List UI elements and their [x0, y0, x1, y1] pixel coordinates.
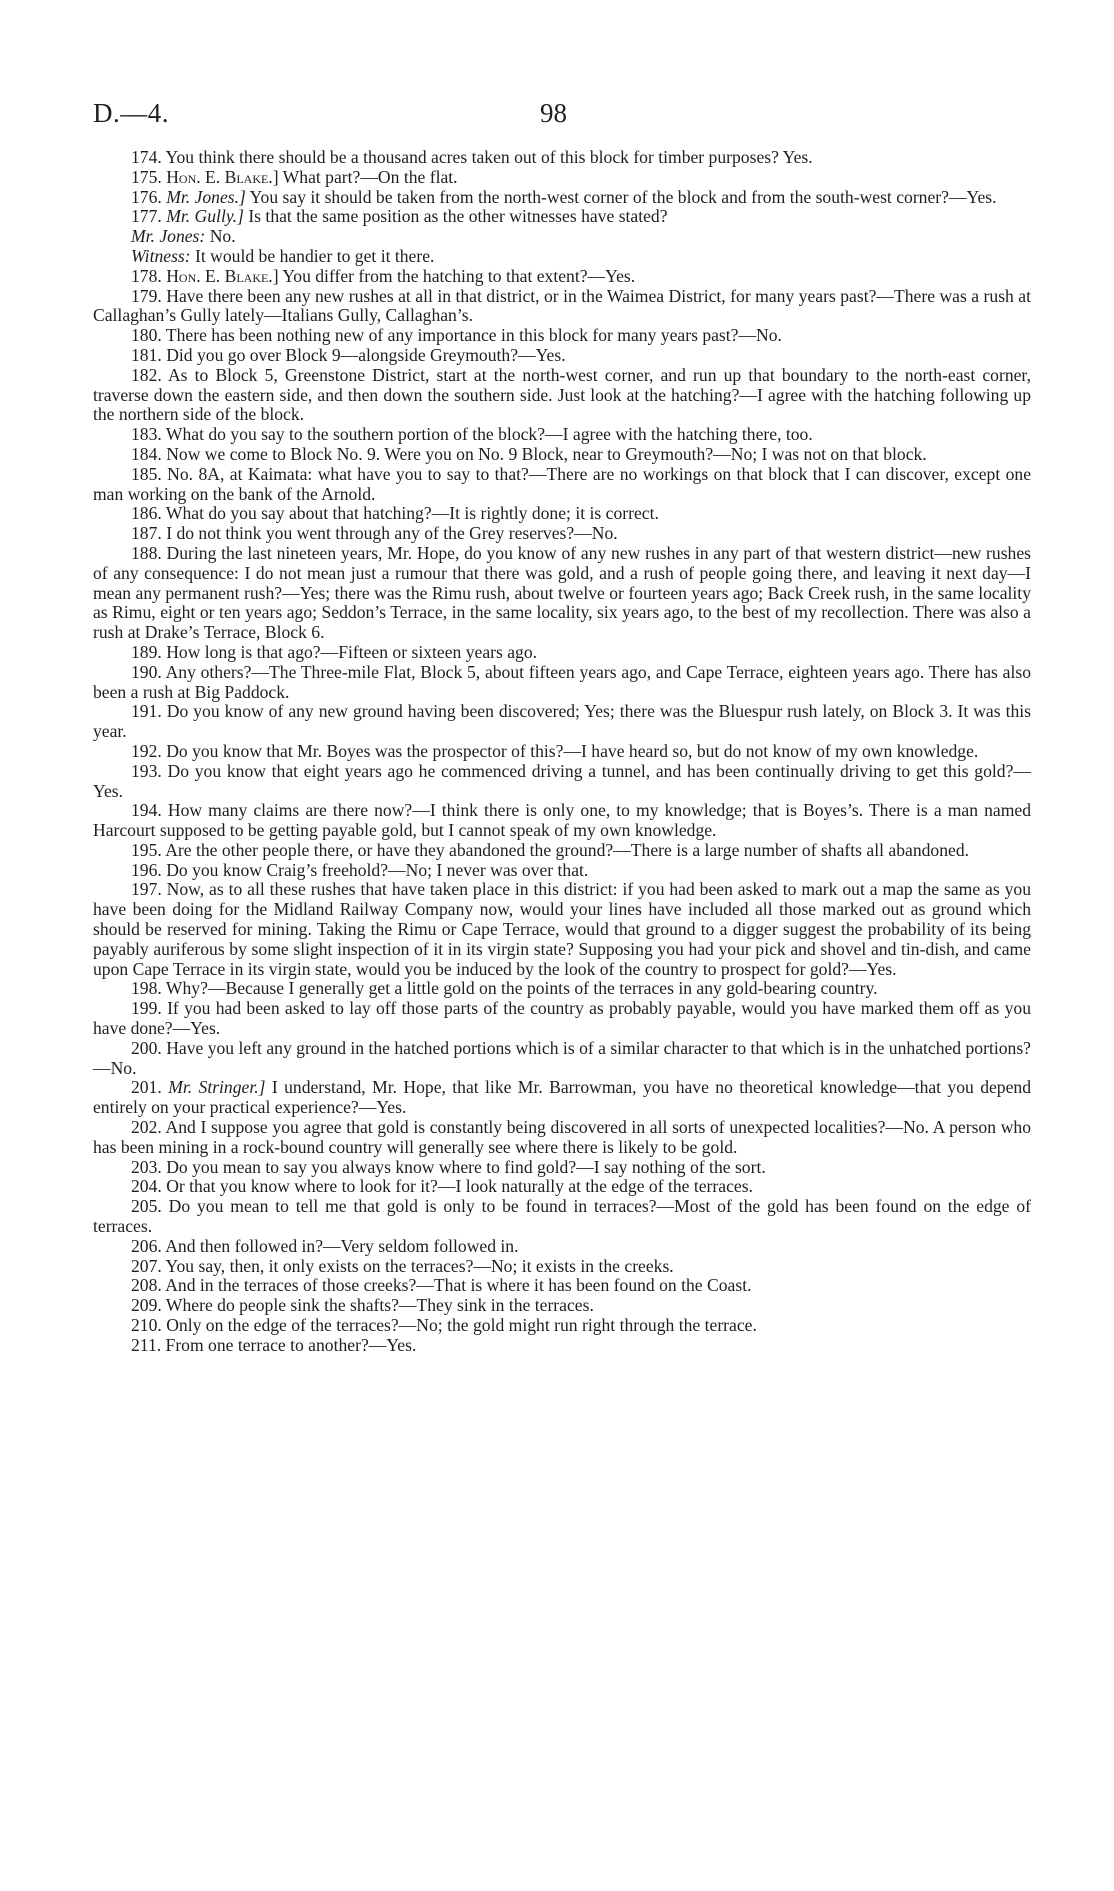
testimony-paragraph: [93, 188, 1031, 208]
paragraph-text: 195. Are the other people there, or have they abandoned the ground?—There is a large number of shafts all abandoned.: [131, 839, 970, 860]
testimony-paragraph: [93, 1316, 1031, 1336]
testimony-paragraph: [93, 267, 1031, 287]
testimony-paragraph: [93, 346, 1031, 366]
paragraph-text: 196. Do you know Craig’s freehold?—No; I never was over that.: [131, 859, 589, 880]
testimony-paragraph: [93, 445, 1031, 465]
paragraph-text: 182. As to Block 5, Greenstone District, start at the north-west corner, and run up that boundary to the north-east corner, traverse down the eastern side, and then down the southern side. Just look at the hatching?—I agree with the hatching following up the northern side of the block.: [93, 364, 1031, 425]
testimony-paragraph: [93, 643, 1031, 663]
testimony-paragraph: [93, 425, 1031, 445]
testimony-paragraph: [93, 504, 1031, 524]
question-number: 177.: [131, 206, 162, 227]
testimony-paragraph: [93, 880, 1031, 979]
testimony-paragraph: [93, 702, 1031, 742]
paragraph-text: 187. I do not think you went through any of the Grey reserves?—No.: [131, 523, 618, 544]
testimony-paragraph: [93, 1257, 1031, 1277]
testimony-paragraph: [93, 762, 1031, 802]
testimony-paragraph: [93, 1039, 1031, 1079]
testimony-paragraph: [93, 979, 1031, 999]
paragraph-text: 183. What do you say to the southern portion of the block?—I agree with the hatching there, too.: [131, 424, 813, 445]
testimony-paragraph: [93, 168, 1031, 188]
paragraph-text: 206. And then followed in?—Very seldom followed in.: [131, 1235, 519, 1256]
paragraph-text: 203. Do you mean to say you always know where to find gold?—I say nothing of the sort.: [131, 1156, 766, 1177]
page-number: 98: [540, 98, 567, 128]
paragraph-text: 198. Why?—Because I generally get a little gold on the points of the terraces in any gold-bearing country.: [131, 978, 878, 999]
testimony-paragraph: [93, 1237, 1031, 1257]
paragraph-text: 180. There has been nothing new of any importance in this block for many years past?—No.: [131, 325, 782, 346]
testimony-paragraph: [93, 1276, 1031, 1296]
paragraph-text: You differ from the hatching to that extent?—Yes.: [282, 265, 636, 286]
testimony-paragraph: [93, 1197, 1031, 1237]
speaker-name: Mr. Gully.]: [166, 206, 244, 227]
paragraph-text: 174. You think there should be a thousand acres taken out of this block for timber purposes? Yes.: [131, 147, 813, 167]
paragraph-text: You say it should be taken from the north-west corner of the block and from the south-west corner?—Yes.: [249, 186, 997, 207]
speaker-name: Mr. Jones.]: [166, 186, 246, 207]
paragraph-text: 204. Or that you know where to look for it?—I look naturally at the edge of the terraces.: [131, 1176, 753, 1197]
testimony-paragraph: [93, 544, 1031, 643]
paragraph-text: 210. Only on the edge of the terraces?—No; the gold might run right through the terrace.: [131, 1315, 757, 1336]
testimony-paragraph: [93, 207, 1031, 227]
paragraph-text: 193. Do you know that eight years ago he commenced driving a tunnel, and has been continually driving to get this gold?—Yes.: [93, 760, 1031, 801]
paragraph-text: 181. Did you go over Block 9—alongside Greymouth?—Yes.: [131, 344, 566, 365]
paragraph-text: 189. How long is that ago?—Fifteen or sixteen years ago.: [131, 641, 538, 662]
testimony-paragraph: [93, 227, 1031, 247]
speaker-name: Witness:: [131, 245, 191, 266]
paragraph-text: 208. And in the terraces of those creeks?—That is where it has been found on the Coast.: [131, 1275, 752, 1296]
paragraph-text: No.: [209, 226, 236, 247]
testimony-paragraph: [93, 1158, 1031, 1178]
paragraph-text: What part?—On the flat.: [282, 166, 458, 187]
paragraph-text: 191. Do you know of any new ground having been discovered; Yes; there was the Bluespur rush lately, on Block 3. It was this year.: [93, 701, 1031, 742]
speaker-name: Mr. Stringer.]: [168, 1077, 266, 1098]
paragraph-text: 207. You say, then, it only exists on the terraces?—No; it exists in the creeks.: [131, 1255, 674, 1276]
paragraph-text: 184. Now we come to Block No. 9. Were you on No. 9 Block, near to Greymouth?—No; I was not on that block.: [131, 443, 927, 464]
paragraph-text: 205. Do you mean to tell me that gold is only to be found in terraces?—Most of the gold has been found on the edge of terraces.: [93, 1196, 1031, 1237]
paragraph-text: 186. What do you say about that hatching?—It is rightly done; it is correct.: [131, 503, 659, 524]
question-number: 176.: [131, 186, 162, 207]
testimony-paragraph: [93, 326, 1031, 346]
paragraph-text: It would be handier to get it there.: [195, 245, 435, 266]
paragraph-text: 179. Have there been any new rushes at all in that district, or in the Waimea District, for many years past?—There was a rush at Callaghan’s Gully lately—Italians Gully, Callaghan’s.: [93, 285, 1031, 326]
speaker-name: Mr. Jones:: [131, 226, 206, 247]
testimony-paragraph: [93, 801, 1031, 841]
paragraph-text: 192. Do you know that Mr. Boyes was the prospector of this?—I have heard so, but do not know of my own knowledge.: [131, 740, 979, 761]
testimony-paragraph: [93, 861, 1031, 881]
testimony-paragraph: [93, 287, 1031, 327]
paragraph-text: 190. Any others?—The Three-mile Flat, Block 5, about fifteen years ago, and Cape Terrace, eighteen years ago. There has also been a rush at Big Paddock.: [93, 661, 1031, 702]
testimony-paragraph: [93, 742, 1031, 762]
paragraph-text: 199. If you had been asked to lay off those parts of the country as probably payable, would you have marked them off as you have done?—Yes.: [93, 998, 1031, 1039]
paragraph-text: 209. Where do people sink the shafts?—They sink in the terraces.: [131, 1295, 594, 1316]
testimony-paragraph: [93, 1177, 1031, 1197]
testimony-paragraph: [93, 999, 1031, 1039]
testimony-paragraph: [93, 1078, 1031, 1118]
testimony-paragraph: [93, 148, 1031, 168]
question-number: 175.: [131, 166, 162, 187]
testimony-paragraph: [93, 1296, 1031, 1316]
section-code: D.—4.: [93, 98, 169, 128]
testimony-paragraph: [93, 1336, 1031, 1356]
paragraph-text: Is that the same position as the other witnesses have stated?: [248, 206, 668, 227]
paragraph-text: 202. And I suppose you agree that gold is constantly being discovered in all sorts of unexpected localities?—No. A person who has been mining in a rock-bound country will generally see where there is likely to be gold.: [93, 1117, 1031, 1157]
paragraph-text: 211. From one terrace to another?—Yes.: [131, 1334, 417, 1355]
paragraph-text: 197. Now, as to all these rushes that have taken place in this district: if you had been asked to mark out a map the same as you have been doing for the Midland Railway Company now, would your lines have included all those marked out as ground which should be reserved for mining. Taking the Rimu or Cape Terrace, would that ground to a digger suggest the probability of its being payably auriferous by some slight inspection of it in its virgin state? Supposing you had your pick and shovel and tin-dish, and came upon Cape Terrace in its virgin state, would you be induced by the look of the country to prospect for gold?—Yes.: [93, 879, 1031, 979]
speaker-name: Hon. E. Blake.]: [166, 265, 279, 286]
paragraph-text: 194. How many claims are there now?—I think there is only one, to my knowledge; that is Boyes’s. There is a man named Harcourt supposed to be getting payable gold, but I cannot speak of my own knowledge.: [93, 800, 1031, 841]
testimony-paragraph: [93, 1118, 1031, 1158]
question-number: 201.: [131, 1077, 162, 1098]
paragraph-text: 200. Have you left any ground in the hatched portions which is of a similar character to that which is in the unhatched portions?—No.: [93, 1037, 1031, 1078]
testimony-body: [93, 148, 1031, 1356]
paragraph-text: 188. During the last nineteen years, Mr. Hope, do you know of any new rushes in any part of that western district—new rushes of any consequence: I do not mean just a rumour that there was gold, and a rush of people going there, and leaving it next day—I mean any permanent rush?—Yes; there was the Rimu rush, about twelve or fourteen years ago; Back Creek rush, in the same locality as Rimu, eight or ten years ago; Seddon’s Terrace, in the same locality, six years ago, to the best of my recollection. There was also a rush at Drake’s Terrace, Block 6.: [93, 542, 1031, 643]
testimony-paragraph: [93, 841, 1031, 861]
paragraph-text: 185. No. 8A, at Kaimata: what have you to say to that?—There are no workings on that block that I can discover, except one man working on the bank of the Arnold.: [93, 463, 1031, 504]
question-number: 178.: [131, 265, 162, 286]
testimony-paragraph: [93, 465, 1031, 505]
paragraph-text: I understand, Mr. Hope, that like Mr. Barrowman, you have no theoretical knowledge—that you depend entirely on your practical experience?—Yes.: [93, 1077, 1032, 1118]
testimony-paragraph: [93, 366, 1031, 425]
testimony-paragraph: [93, 524, 1031, 544]
testimony-paragraph: [93, 247, 1031, 267]
testimony-paragraph: [93, 663, 1031, 703]
speaker-name: Hon. E. Blake.]: [166, 166, 279, 187]
